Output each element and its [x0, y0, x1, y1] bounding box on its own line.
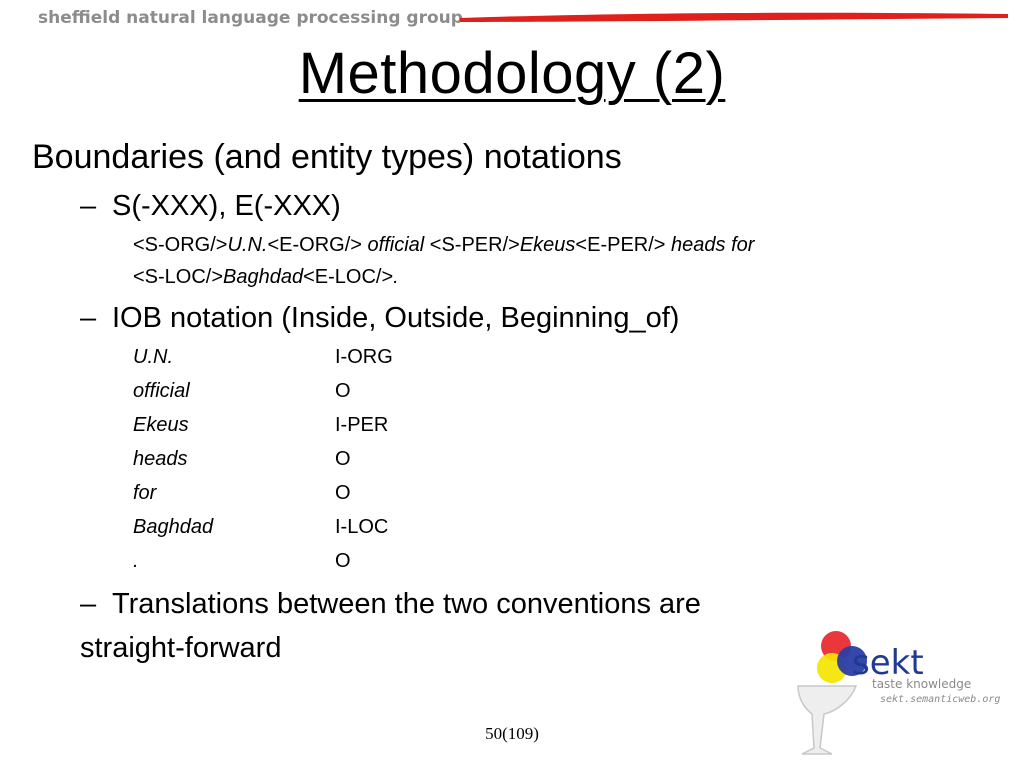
bullet-continuation: straight-forward [80, 632, 282, 664]
slide-title-text: Methodology (2) [298, 41, 726, 106]
iob-tag: O [335, 448, 351, 470]
iob-token: Ekeus [133, 414, 189, 436]
logo-tagline: taste knowledge [872, 677, 972, 691]
page-number: 50(109) [485, 724, 539, 743]
bullet-dash: – [80, 190, 97, 222]
iob-token: . [133, 550, 139, 572]
iob-tag: I-PER [335, 414, 389, 436]
example-line-2 [133, 266, 399, 289]
example-segment: <S-PER/> [424, 234, 520, 256]
example-segment: <S-LOC/> [133, 266, 224, 288]
iob-token: official [133, 380, 190, 402]
iob-tag: I-LOC [335, 516, 389, 538]
iob-tag: O [335, 550, 351, 572]
iob-tag: O [335, 482, 351, 504]
example-segment: Baghdad [223, 266, 304, 288]
example-segment: Ekeus [519, 234, 576, 256]
header-red-line [458, 8, 1014, 32]
example-segment: heads for [671, 234, 755, 256]
iob-tag: O [335, 380, 351, 402]
bullet-text: S(-XXX), E(-XXX) [112, 190, 341, 222]
logo-name: sekt [852, 643, 924, 683]
example-segment: <E-ORG/> [267, 234, 368, 256]
iob-token: for [133, 482, 157, 504]
logo-url: sekt.semanticweb.org [880, 694, 1001, 705]
bullet-text: IOB notation (Inside, Outside, Beginning_of) [112, 302, 680, 334]
slide-title [0, 40, 1024, 107]
iob-token: U.N. [133, 346, 173, 368]
iob-token: Baghdad [133, 516, 214, 538]
bullet-dash: – [80, 302, 97, 334]
bullet-text: Translations between the two conventions are [112, 588, 701, 620]
example-segment: official [367, 234, 425, 256]
iob-tag: I-ORG [335, 346, 393, 368]
example-segment: <E-PER/> [575, 234, 672, 256]
example-segment: <S-ORG/> [133, 234, 228, 256]
main-heading: Boundaries (and entity types) notations [32, 138, 622, 176]
iob-token: heads [133, 448, 188, 470]
example-segment: <E-LOC/> [303, 266, 394, 288]
example-segment: . [393, 266, 399, 288]
group-name: sheffield natural language processing group [38, 8, 463, 28]
bullet-se-notation [80, 190, 341, 223]
example-segment: U.N. [227, 234, 268, 256]
bullet-iob-notation [80, 302, 679, 335]
example-line-1 [133, 234, 754, 257]
bullet-dash: – [80, 588, 97, 620]
bullet-translations [80, 588, 701, 621]
